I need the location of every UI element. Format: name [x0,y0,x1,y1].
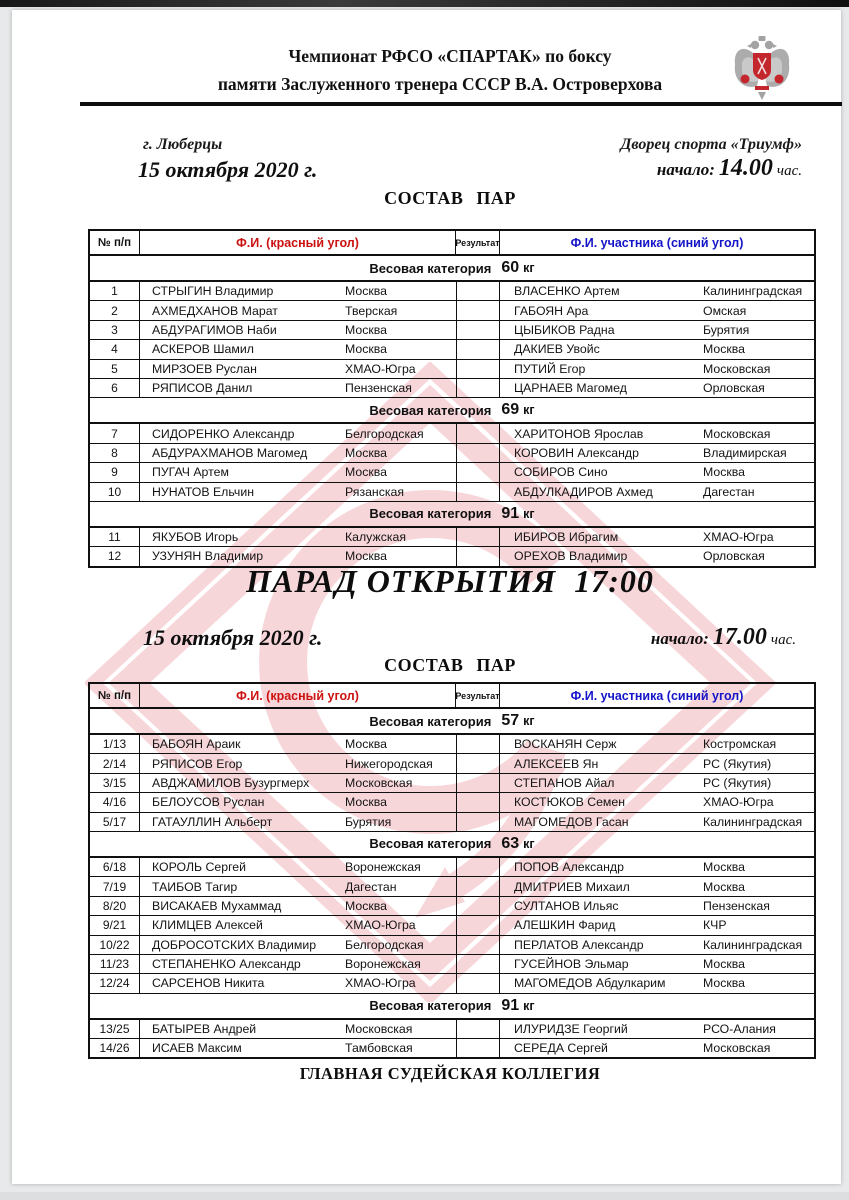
blue-boxer-name: АЛЕКСЕЕВ Ян [514,756,599,771]
result-cell [456,321,500,339]
start-label: начало: [656,160,715,179]
red-corner-cell [140,444,456,462]
column-header-blue-corner: Ф.И. участника (синий угол) [570,235,744,250]
table-row [90,857,814,876]
red-boxer-name: АХМЕДХАНОВ Марат [152,303,278,318]
blue-boxer-region: РС (Якутия) [703,775,772,790]
red-boxer-name: ИСАЕВ Максим [152,1041,242,1056]
weight-category-band [90,255,814,281]
table-row [90,527,814,546]
red-boxer-name: БАТЫРЕВ Андрей [152,1021,257,1036]
result-cell [456,858,500,876]
table-header-row [90,231,814,255]
result-cell [456,1039,500,1057]
session1-date: 15 октября 2020 г. [138,157,318,182]
blue-boxer-region: Москва [703,860,745,875]
red-boxer-name: НУНАТОВ Ельчин [152,484,254,499]
bout-number: 14/26 [90,1039,140,1057]
red-boxer-region: Белгородская [345,426,424,441]
weight-category-unit: кг [523,506,535,521]
red-boxer-region: Москва [345,737,387,752]
table-row [90,915,814,934]
result-cell [456,735,500,753]
red-boxer-region: Московская [345,775,413,790]
blue-corner-cell [500,340,814,358]
blue-corner-cell [500,463,814,481]
red-boxer-region: Москва [345,342,387,357]
session2-roster-title: СОСТАВ ПАР [384,655,516,675]
red-corner-cell [140,754,456,772]
bout-table-session1 [88,229,816,568]
blue-boxer-name: ПЕРЛАТОВ Александр [514,937,644,952]
parade-time: 17:00 [574,563,654,599]
red-boxer-region: Москва [345,322,387,337]
table-row [90,443,814,462]
table-row [90,753,814,772]
red-boxer-name: АСКЕРОВ Шамил [152,342,254,357]
table-row [90,378,814,397]
column-header-red-corner: Ф.И. (красный угол) [140,231,456,254]
blue-corner-cell [500,301,814,319]
red-boxer-region: Пензенская [345,381,412,396]
table-row [90,773,814,792]
weight-category-unit: кг [523,714,535,728]
blue-boxer-name: ЦЫБИКОВ Радна [514,322,615,337]
bout-number: 5 [90,360,140,378]
session1-venue: Дворец спорта «Триумф» [620,136,802,153]
bout-number: 9/21 [90,916,140,934]
weight-category-label: Весовая категория [369,260,492,276]
red-corner-cell [140,877,456,895]
blue-boxer-region: Московская [703,361,771,376]
session2-date: 15 октября 2020 г. [143,625,323,650]
blue-boxer-name: ПОПОВ Александр [514,860,624,875]
document-title-line2: памяти Заслуженного тренера СССР В.А. Островерхова [217,74,663,94]
weight-category-label: Весовая категория [369,506,492,522]
red-boxer-name: ДОБРОСОТСКИХ Владимир [152,937,317,952]
red-boxer-region: Белгородская [345,937,424,952]
result-cell [456,424,500,442]
blue-boxer-name: МАГОМЕДОВ Гасан [514,814,629,829]
blue-corner-cell [500,858,814,876]
blue-corner-cell [500,424,814,442]
blue-corner-cell [500,754,814,772]
result-cell [456,916,500,934]
red-corner-cell [140,974,456,992]
blue-boxer-region: Калининградская [703,284,803,299]
bout-number: 9 [90,463,140,481]
result-cell [456,955,500,973]
result-cell [456,444,500,462]
blue-boxer-name: ВОСКАНЯН Серж [514,737,617,752]
red-corner-cell [140,955,456,973]
red-boxer-name: СТРЫГИН Владимир [152,284,274,299]
weight-category-label: Весовая категория [369,998,492,1014]
column-header-result: Результат [456,231,500,254]
weight-category-value: 63 [501,834,520,852]
result-cell [456,463,500,481]
blue-corner-cell [500,1039,814,1057]
red-boxer-name: АБДУРАГИМОВ Наби [152,322,277,337]
blue-boxer-name: МАГОМЕДОВ Абдулкарим [514,976,666,991]
bout-number: 6/18 [90,858,140,876]
column-header-blue-corner: Ф.И. участника (синий угол) [570,688,744,703]
red-boxer-region: Тамбовская [345,1041,413,1056]
red-boxer-region: Бурятия [345,814,392,829]
blue-corner-cell [500,813,814,831]
weight-category-label: Весовая категория [369,836,492,852]
start-time-value: 14.00 [718,155,773,181]
result-cell [456,936,500,954]
red-boxer-name: СИДОРЕНКО Александр [152,426,295,441]
red-boxer-name: АБДУРАХМАНОВ Магомед [152,445,308,460]
result-cell [456,813,500,831]
blue-corner-cell [500,528,814,546]
red-boxer-region: Дагестан [345,879,397,894]
red-corner-cell [140,897,456,915]
bout-number: 1/13 [90,735,140,753]
blue-boxer-region: Московская [703,1041,771,1056]
red-boxer-region: Москва [345,898,387,913]
red-corner-cell [140,463,456,481]
table-row [90,359,814,378]
blue-boxer-name: КОСТЮКОВ Семен [514,795,626,810]
blue-boxer-name: СОБИРОВ Сино [514,465,608,480]
red-boxer-name: БАБОЯН Араик [152,737,241,752]
table-row [90,339,814,358]
weight-category-value: 57 [501,712,520,729]
red-boxer-name: РЯПИСОВ Егор [152,756,243,771]
red-boxer-name: СТЕПАНЕНКО Александр [152,957,301,972]
weight-category-value: 91 [501,996,520,1014]
weight-category-unit: кг [523,998,535,1013]
table-row [90,300,814,319]
blue-boxer-name: ГАБОЯН Ара [514,303,589,318]
bout-number: 1 [90,282,140,300]
red-corner-cell [140,282,456,300]
red-corner-cell [140,340,456,358]
session1-start-time [440,155,802,182]
blue-boxer-name: ПУТИЙ Егор [514,361,586,376]
blue-corner-cell [500,282,814,300]
table-row [90,954,814,973]
start-time-value: 17.00 [712,624,767,650]
red-corner-cell [140,813,456,831]
session1-roster-title: СОСТАВ ПАР [384,188,516,208]
red-boxer-region: Москва [345,465,387,480]
red-boxer-region: Воронежская [345,957,421,972]
blue-boxer-region: Москва [703,465,745,480]
red-boxer-name: ГАТАУЛЛИН Альберт [152,814,273,829]
bout-number: 4 [90,340,140,358]
table-row [90,734,814,753]
weight-category-band [90,501,814,527]
red-corner-cell [140,301,456,319]
weight-category-value: 69 [501,401,520,419]
blue-boxer-name: ВЛАСЕНКО Артем [514,284,620,299]
weight-category-band [90,831,814,857]
red-boxer-name: АВДЖАМИЛОВ Бузургмерх [152,775,310,790]
red-boxer-region: Москва [345,445,387,460]
result-cell [456,754,500,772]
weight-category-value: 60 [501,259,520,276]
blue-boxer-name: СЕРЕДА Сергей [514,1041,608,1056]
parade-label: ПАРАД ОТКРЫТИЯ [246,563,557,599]
blue-boxer-region: ХМАО-Югра [703,795,774,810]
result-cell [456,793,500,811]
bout-number: 5/17 [90,813,140,831]
red-boxer-region: ХМАО-Югра [345,361,416,376]
blue-boxer-region: Калининградская [703,937,803,952]
bout-number: 13/25 [90,1020,140,1038]
result-cell [456,528,500,546]
weight-category-band [90,397,814,423]
blue-corner-cell [500,974,814,992]
weight-category-band [90,993,814,1019]
red-boxer-name: УЗУНЯН Владимир [152,549,264,564]
result-cell [456,379,500,397]
bout-number: 4/16 [90,793,140,811]
red-boxer-name: ПУГАЧ Артем [152,465,229,480]
table-row [90,792,814,811]
session1-city: г. Люберцы [143,136,223,153]
red-boxer-name: САРСЕНОВ Никита [152,976,265,991]
blue-corner-cell [500,936,814,954]
result-cell [456,1020,500,1038]
red-boxer-region: Калужская [345,530,406,545]
red-boxer-region: Москва [345,284,387,299]
weight-category-label: Весовая категория [369,402,492,418]
blue-corner-cell [500,877,814,895]
result-cell [456,301,500,319]
column-header-red-corner: Ф.И. (красный угол) [140,684,456,707]
result-cell [456,360,500,378]
red-corner-cell [140,916,456,934]
blue-boxer-name: СУЛТАНОВ Ильяс [514,898,619,913]
blue-corner-cell [500,321,814,339]
red-corner-cell [140,379,456,397]
table-row [90,462,814,481]
start-time-suffix: час. [776,163,802,179]
blue-boxer-region: Бурятия [703,322,750,337]
blue-corner-cell [500,483,814,501]
blue-boxer-region: Пензенская [703,898,770,913]
blue-boxer-region: Московская [703,426,771,441]
blue-boxer-region: Калининградская [703,814,803,829]
table-row [90,896,814,915]
blue-boxer-region: РСО-Алания [703,1021,776,1036]
header-rule [80,102,842,106]
red-corner-cell [140,528,456,546]
session2-start-time [436,624,796,651]
red-boxer-region: Воронежская [345,860,421,875]
bout-number: 3/15 [90,774,140,792]
red-boxer-name: ВИСАКАЕВ Мухаммад [152,898,282,913]
red-boxer-name: РЯПИСОВ Данил [152,381,253,396]
result-cell [456,974,500,992]
blue-boxer-name: ХАРИТОНОВ Ярослав [514,426,644,441]
bout-number: 10 [90,483,140,501]
blue-boxer-name: АБДУЛКАДИРОВ Ахмед [514,484,653,499]
bout-number: 11 [90,528,140,546]
bout-number: 3 [90,321,140,339]
blue-boxer-name: ДМИТРИЕВ Михаил [514,879,630,894]
blue-boxer-name: АЛЕШКИН Фарид [514,918,616,933]
bout-table-session2 [88,682,816,1059]
blue-boxer-region: Владимирская [703,445,787,460]
blue-boxer-name: КОРОВИН Александр [514,445,639,460]
chief-judges-panel-title: ГЛАВНАЯ СУДЕЙСКАЯ КОЛЛЕГИЯ [299,1064,601,1083]
table-row [90,423,814,442]
red-boxer-region: ХМАО-Югра [345,918,416,933]
blue-boxer-region: ХМАО-Югра [703,530,774,545]
red-corner-cell [140,483,456,501]
red-corner-cell [140,936,456,954]
red-boxer-name: БЕЛОУСОВ Руслан [152,795,265,810]
table-row [90,1019,814,1038]
blue-boxer-region: Орловская [703,549,765,564]
bout-number: 11/23 [90,955,140,973]
red-boxer-name: ЯКУБОВ Игорь [152,530,239,545]
bout-number: 8 [90,444,140,462]
red-boxer-region: Тверская [345,303,398,318]
blue-boxer-region: Орловская [703,381,765,396]
red-boxer-region: Рязанская [345,484,405,499]
blue-corner-cell [500,444,814,462]
red-corner-cell [140,1020,456,1038]
column-header-result: Результат [456,684,500,707]
blue-boxer-region: Дагестан [703,484,755,499]
red-corner-cell [140,321,456,339]
red-boxer-name: МИРЗОЕВ Руслан [152,361,257,376]
result-cell [456,877,500,895]
blue-corner-cell [500,774,814,792]
document-title-line1: Чемпионат РФСО «СПАРТАК» по боксу [288,46,612,66]
result-cell [456,774,500,792]
weight-category-unit: кг [523,403,535,418]
column-header-number: № п/п [90,684,140,707]
red-boxer-region: ХМАО-Югра [345,976,416,991]
blue-boxer-name: ОРЕХОВ Владимир [514,549,628,564]
bout-number: 10/22 [90,936,140,954]
bout-number: 2/14 [90,754,140,772]
column-header-number: № п/п [90,231,140,254]
red-boxer-name: ТАИБОВ Тагир [152,879,238,894]
blue-boxer-name: ИЛУРИДЗЕ Георгий [514,1021,628,1036]
bout-number: 7/19 [90,877,140,895]
blue-boxer-name: ДАКИЕВ Увойс [514,342,600,357]
start-label: начало: [650,629,709,648]
red-corner-cell [140,774,456,792]
blue-corner-cell [500,379,814,397]
blue-boxer-name: ЦАРНАЕВ Магомед [514,381,627,396]
blue-boxer-name: ИБИРОВ Ибрагим [514,530,619,545]
red-boxer-name: КОРОЛЬ Сергей [152,860,246,875]
bout-number: 2 [90,301,140,319]
result-cell [456,483,500,501]
table-row [90,1038,814,1057]
red-corner-cell [140,1039,456,1057]
red-corner-cell [140,360,456,378]
bout-number: 6 [90,379,140,397]
blue-boxer-region: РС (Якутия) [703,756,772,771]
table-header-row [90,684,814,708]
table-row [90,935,814,954]
table-row [90,281,814,300]
blue-corner-cell [500,916,814,934]
weight-category-value: 91 [501,504,520,522]
table-row [90,973,814,992]
result-cell [456,282,500,300]
red-corner-cell [140,735,456,753]
blue-boxer-region: Москва [703,879,745,894]
red-corner-cell [140,858,456,876]
blue-boxer-region: КЧР [703,918,727,933]
red-boxer-region: Московская [345,1021,413,1036]
blue-boxer-region: Костромская [703,737,777,752]
blue-corner-cell [500,955,814,973]
red-boxer-region: Москва [345,795,387,810]
weight-category-label: Весовая категория [369,713,492,729]
result-cell [456,340,500,358]
bout-number: 7 [90,424,140,442]
red-corner-cell [140,424,456,442]
red-boxer-region: Нижегородская [345,756,433,771]
blue-corner-cell [500,1020,814,1038]
table-row [90,812,814,831]
blue-boxer-region: Москва [703,976,745,991]
blue-boxer-region: Москва [703,342,745,357]
red-boxer-name: КЛИМЦЕВ Алексей [152,918,263,933]
blue-boxer-name: СТЕПАНОВ Айал [514,775,615,790]
start-time-suffix: час. [770,632,796,648]
table-row [90,320,814,339]
opening-parade-title [88,563,812,600]
table-row [90,876,814,895]
weight-category-unit: кг [523,836,535,851]
blue-boxer-name: ГУСЕЙНОВ Эльмар [514,957,629,972]
blue-corner-cell [500,793,814,811]
blue-corner-cell [500,735,814,753]
weight-category-unit: кг [523,261,535,275]
result-cell [456,897,500,915]
blue-corner-cell [500,360,814,378]
bout-number: 12/24 [90,974,140,992]
table-row [90,482,814,501]
blue-boxer-region: Омская [703,303,747,318]
red-corner-cell [140,793,456,811]
red-boxer-region: Москва [345,549,387,564]
bout-number: 8/20 [90,897,140,915]
bout-number: 12 [90,547,140,565]
blue-corner-cell [500,897,814,915]
blue-boxer-region: Москва [703,957,745,972]
weight-category-band [90,708,814,734]
